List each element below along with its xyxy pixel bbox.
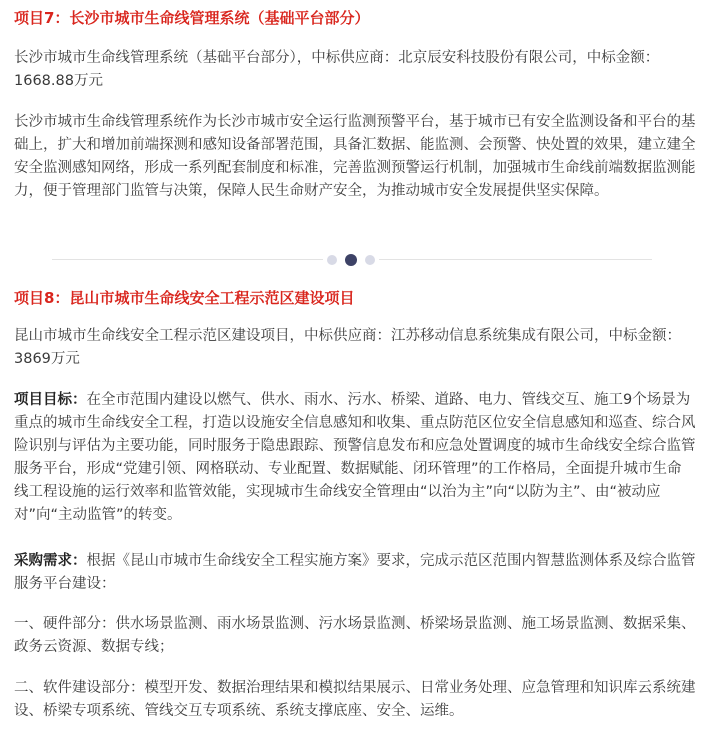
project7-award: 长沙市城市生命线管理系统（基础平台部分），中标供应商：北京辰安科技股份有限公司，中标金额：1668.88万元 [14, 50, 660, 89]
project8-title: 项目8：昆山市城市生命线安全工程示范区建设项目 [14, 289, 355, 307]
goal-text: 在全市范围内建设以燃气、供水、雨水、污水、桥梁、道路、电力、管线交互、施工9个场景为重点的城市生命线安全工程，打造以设施安全信息感知和收集、重点防范区位安全信息感知和巡查、综合风险识别与评估为主要功能，同时服务于隐患跟踪、预警信息发布和应急处置调度的城市生命线安全综合监管服务平台，形成“党建引领、网格联动、专业配置、数据赋能、闭环管理”的工作格局，全面提升城市生命线工程设施的运行效率和监管效能，实现城市生命线安全管理由“以治为主”向“以防为主”、由“被动应对”向“主动监管”的转变。 [14, 392, 696, 523]
pager-dot[interactable] [327, 255, 337, 265]
goal-label: 项目目标： [14, 392, 87, 408]
project7-title: 项目7：长沙市城市生命线管理系统（基础平台部分） [14, 9, 370, 27]
project8-award: 昆山市城市生命线安全工程示范区建设项目，中标供应商：江苏移动信息系统集成有限公司，中标金额：3869万元 [14, 328, 681, 367]
project8-hardware: 一、硬件部分：供水场景监测、雨水场景监测、污水场景监测、桥梁场景监测、施工场景监测、数据采集、政务云资源、数据专线； [14, 616, 696, 655]
pager-dots [323, 253, 379, 267]
demand-label: 采购需求： [14, 553, 87, 569]
demand-text: 根据《昆山市城市生命线安全工程实施方案》要求，完成示范区范围内智慧监测体系及综合监管服务平台建设： [14, 553, 696, 592]
project7-description: 长沙市城市生命线管理系统作为长沙市城市安全运行监测预警平台，基于城市已有安全监测设备和平台的基础上，扩大和增加前端探测和感知设备部署范围，具备汇数据、能监测、会预警、快处置的效果，建立建全安全监测感知网络，形成一系列配套制度和标准，完善监测预警运行机制，加强城市生命线前端数据监测能力，便于管理部门监管与决策，保障人民生命财产安全，为推动城市安全发展提供坚实保障。 [14, 114, 696, 199]
pager-dot-active[interactable] [345, 254, 357, 266]
project8-software: 二、软件建设部分：模型开发、数据治理结果和模拟结果展示、日常业务处理、应急管理和知识库云系统建设、桥梁专项系统、管线交互专项系统、系统支撑底座、安全、运维。 [14, 680, 696, 719]
project8-goal [14, 389, 696, 527]
pager-dot[interactable] [365, 255, 375, 265]
project8-demand [14, 550, 696, 596]
